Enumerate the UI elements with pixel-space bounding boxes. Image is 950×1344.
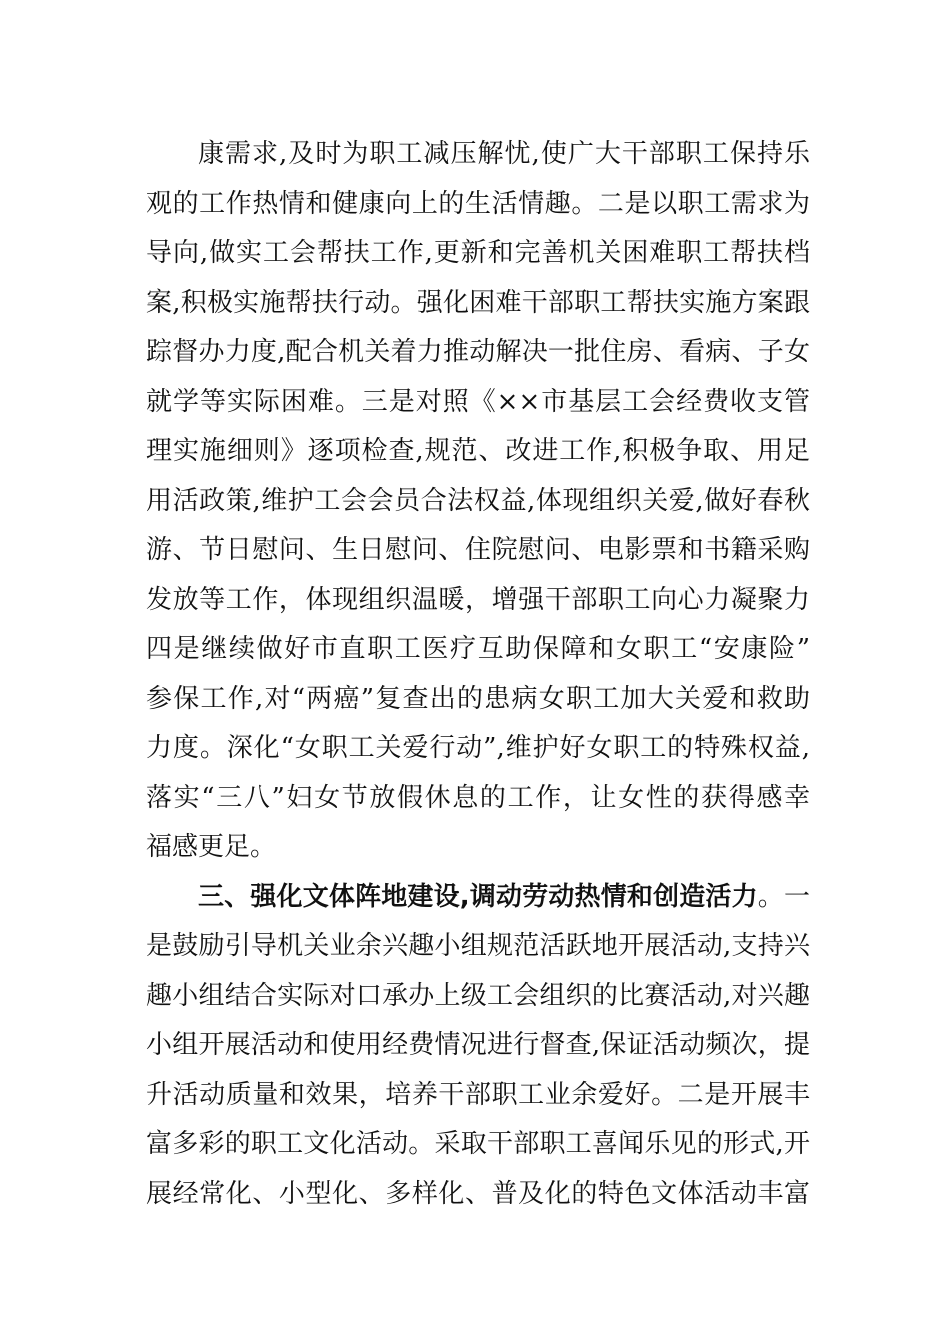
paragraph-welfare [146, 130, 810, 873]
section-heading: 三、强化文体阵地建设,调动劳动热情和创造活力 [198, 881, 758, 912]
text-line: 发放等工作，体现组织温暖，增强干部职工向心力凝聚力 [146, 584, 810, 615]
paragraph-culture-sports [146, 873, 810, 1220]
text-line: 是鼓励引导机关业余兴趣小组规范活跃地开展活动,支持兴 [146, 931, 810, 961]
text-line: 升活动质量和效果，培养干部职工业余爱好。二是开展丰 [146, 1079, 810, 1110]
text-line: 康需求,及时为职工减压解忧,使广大干部职工保持乐 [198, 139, 810, 169]
text-line: 参保工作,对“两癌”复查出的患病女职工加大关爱和救助 [146, 683, 810, 714]
text-line: 富多彩的职工文化活动。采取干部职工喜闻乐见的形式,开 [146, 1129, 810, 1159]
text-line: 观的工作热情和健康向上的生活情趣。二是以职工需求为 [146, 188, 810, 219]
text-line: 展经常化、小型化、多样化、普及化的特色文体活动丰富 [146, 1178, 810, 1209]
text-line: 游、节日慰问、生日慰问、住院慰问、电影票和书籍采购 [146, 535, 810, 565]
text-line: 导向,做实工会帮扶工作,更新和完善机关困难职工帮扶档 [146, 238, 810, 268]
text-line: 福感更足。 [146, 832, 277, 862]
heading-line [146, 873, 810, 923]
heading-line-rest: 。一 [757, 881, 810, 912]
text-line: 就学等实际困难。三是对照《××市基层工会经费收支管 [146, 386, 810, 417]
text-line: 趣小组结合实际对口承办上级工会组织的比赛活动,对兴趣 [146, 980, 810, 1011]
text-line: 小组开展活动和使用经费情况进行督查,保证活动频次，提 [146, 1030, 810, 1060]
text-line: 力度。深化“女职工关爱行动”,维护好女职工的特殊权益, [146, 733, 810, 763]
text-line: 踪督办力度,配合机关着力推动解决一批住房、看病、子女 [146, 337, 810, 367]
text-line: 用活政策,维护工会会员合法权益,体现组织关爱,做好春秋 [146, 485, 810, 516]
text-line: 案,积极实施帮扶行动。强化困难干部职工帮扶实施方案跟 [146, 287, 810, 318]
document-body [146, 130, 810, 1219]
text-line: 落实“三八”妇女节放假休息的工作，让女性的获得感幸 [146, 782, 810, 813]
text-line: 四是继续做好市直职工医疗互助保障和女职工“安康险” [146, 634, 810, 664]
text-line: 理实施细则》逐项检查,规范、改进工作,积极争取、用足 [146, 436, 810, 466]
